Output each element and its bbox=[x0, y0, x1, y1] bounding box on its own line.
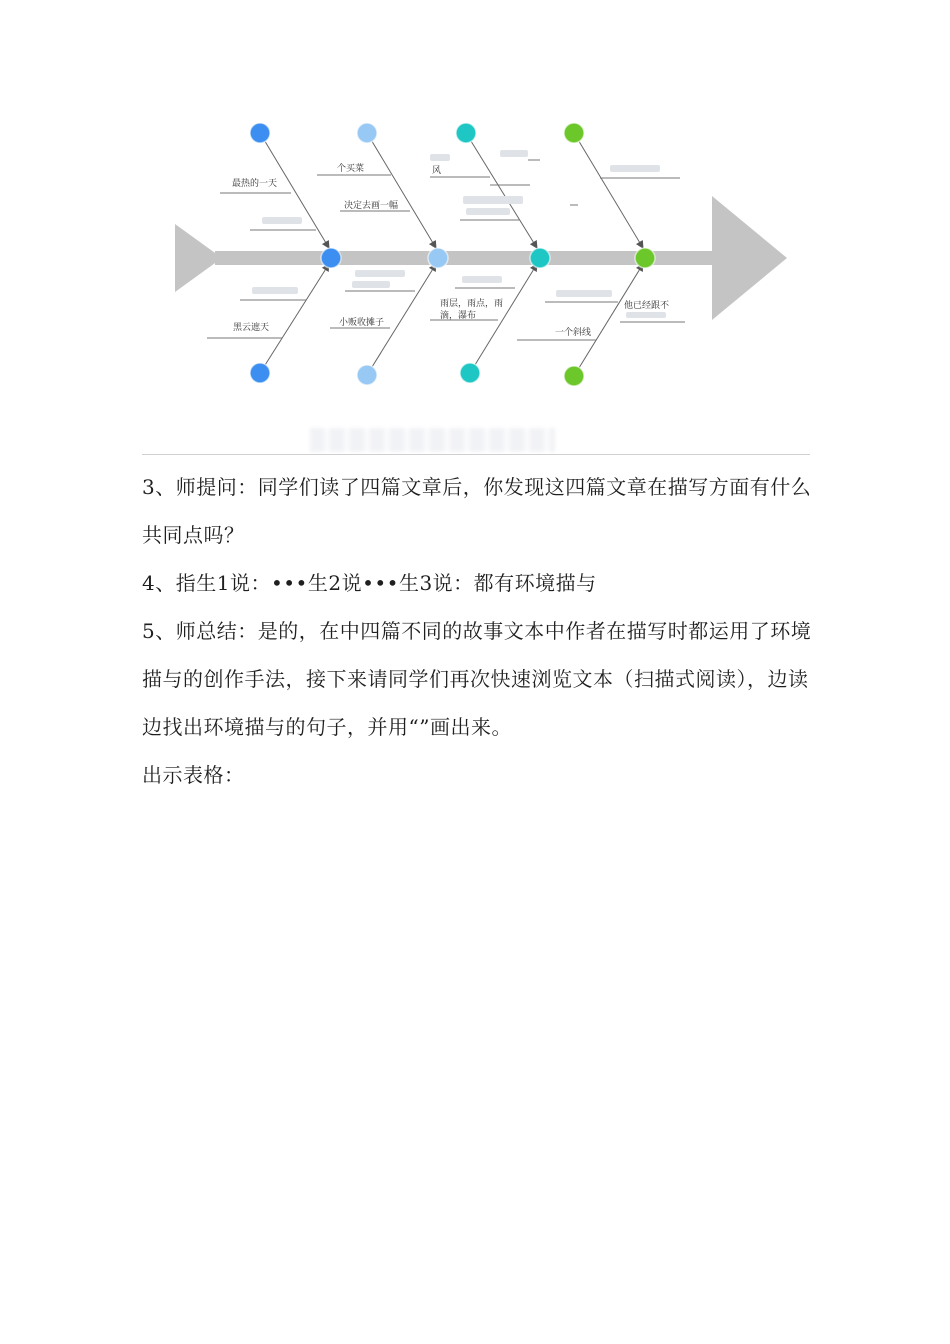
node-lower-2 bbox=[357, 365, 377, 385]
node-spine-1 bbox=[321, 248, 341, 268]
node-lower-3 bbox=[460, 363, 480, 383]
bone-upper-2 bbox=[367, 133, 436, 248]
label-lower-1a: 黑云遮天 bbox=[233, 323, 270, 333]
bone-upper-1 bbox=[260, 133, 329, 248]
node-upper-2 bbox=[357, 123, 377, 143]
bone-lower-4 bbox=[574, 264, 643, 376]
label-lower-4b: 一个斜线 bbox=[555, 328, 592, 338]
node-lower-1 bbox=[250, 363, 270, 383]
paragraph-show-table: 出示表格： bbox=[142, 763, 245, 787]
node-spine-4 bbox=[635, 248, 655, 268]
label-lower-3a: 雨层，雨点，雨 bbox=[440, 299, 504, 309]
node-lower-4 bbox=[564, 366, 584, 386]
paragraph-step-4: 4、指生1说：•••生2说•••生3说：都有环境描与 bbox=[142, 571, 597, 595]
label-lower-3b: 滴，瀑布 bbox=[440, 311, 477, 321]
fish-head-arrow bbox=[712, 196, 787, 320]
fishbone-diagram bbox=[0, 0, 950, 470]
fishbone-svg bbox=[0, 0, 950, 470]
figure-divider bbox=[142, 454, 810, 455]
label-upper-3a: 风 bbox=[432, 166, 442, 176]
paragraph-step-3: 3、师提问：同学们读了四篇文章后，你发现这四篇文章在描写方面有什么共同点吗？ bbox=[142, 475, 812, 547]
paragraph-step-5: 5、师总结：是的，在中四篇不同的故事文本中作者在描写时都运用了环境描与的创作手法，接下来请同学们再次快速浏览文本（扫描式阅读），边读边找出环境描与的句子，并用“”画出来。 bbox=[142, 619, 812, 739]
fish-tail bbox=[175, 224, 222, 292]
figure-caption-faded bbox=[310, 428, 555, 452]
label-upper-1a: 最热的一天 bbox=[232, 179, 278, 189]
label-lower-4a: 他已经跟不 bbox=[624, 301, 670, 311]
node-upper-4 bbox=[564, 123, 584, 143]
label-upper-2a: 个买菜 bbox=[337, 164, 365, 174]
node-upper-1 bbox=[250, 123, 270, 143]
bone-lower-1 bbox=[260, 264, 329, 373]
bone-upper-4 bbox=[574, 133, 643, 248]
node-upper-3 bbox=[456, 123, 476, 143]
node-spine-2 bbox=[428, 248, 448, 268]
label-lower-2a: 小贩收摊子 bbox=[339, 318, 385, 328]
label-upper-2b: 决定去画一幅 bbox=[344, 201, 399, 211]
node-spine-3 bbox=[530, 248, 550, 268]
